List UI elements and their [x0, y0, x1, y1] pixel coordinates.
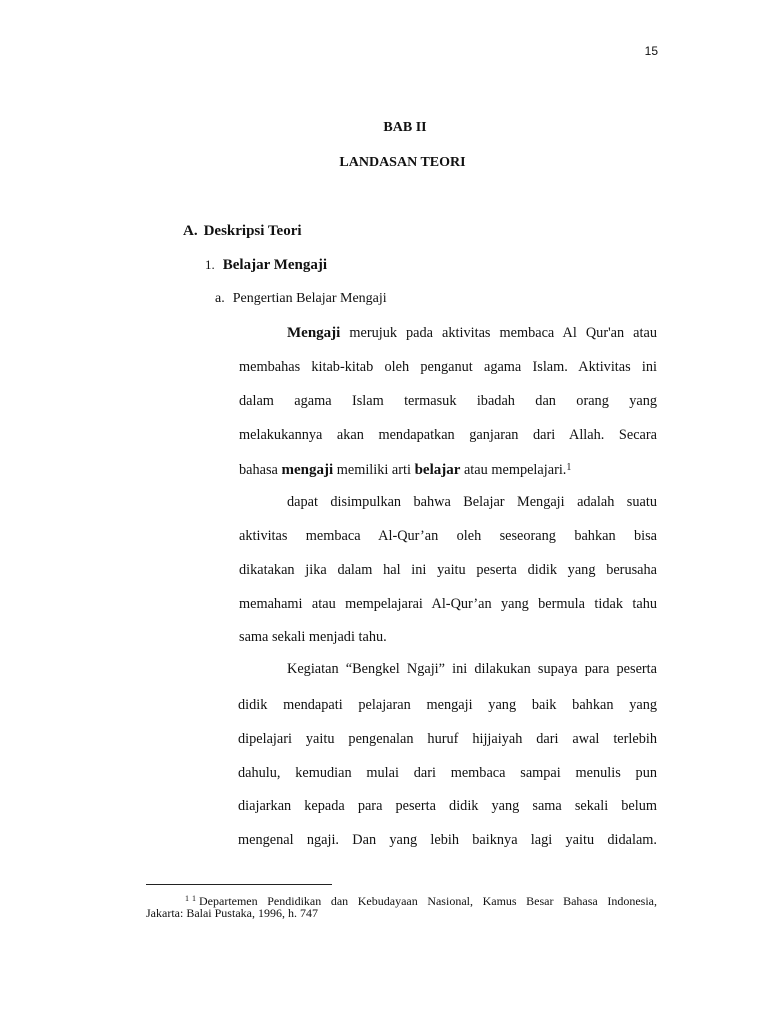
- paragraph3-line5: diajarkan kepada para peserta didik yang sama sekali belum: [238, 798, 657, 814]
- paragraph2-line2: aktivitas membaca Al-Qur’an oleh seseorang bahkan bisa: [239, 528, 657, 544]
- subsubsection-marker: a.: [215, 291, 225, 306]
- paragraph1-line2: membahas kitab-kitab oleh penganut agama Islam. Aktivitas ini: [239, 359, 657, 375]
- paragraph3-line6: mengenal ngaji. Dan yang lebih baiknya lagi yaitu didalam.: [238, 832, 657, 848]
- paragraph1-line5-text-c: atau mempelajari.: [460, 462, 567, 478]
- paragraph3-line1: Kegiatan “Bengkel Ngaji” ini dilakukan supaya para peserta: [287, 661, 657, 677]
- term-belajar: belajar: [414, 462, 461, 478]
- subsection-heading: [205, 257, 327, 274]
- paragraph1-line1: [287, 324, 657, 342]
- paragraph1-line1-text: merujuk pada aktivitas membaca Al Qur'an atau: [340, 325, 657, 341]
- footnote-separator: [146, 884, 332, 885]
- subsection-title: Belajar Mengaji: [222, 257, 328, 273]
- chapter-title: LANDASAN TEORI: [339, 155, 466, 170]
- paragraph2-line1: dapat disimpulkan bahwa Belajar Mengaji adalah suatu: [287, 494, 657, 510]
- subsubsection-title: Pengertian Belajar Mengaji: [232, 291, 387, 306]
- subsubsection-heading: [215, 291, 387, 307]
- footnote-line2: Jakarta: Balai Pustaka, 1996, h. 747: [146, 906, 318, 920]
- paragraph1-line3: dalam agama Islam termasuk ibadah dan orang yang: [239, 393, 657, 409]
- term-mengaji-inline: mengaji: [281, 462, 334, 478]
- footnote-number: 1: [185, 894, 189, 903]
- paragraph1-line5-text-b: memiliki arti: [333, 462, 415, 478]
- section-title: Deskripsi Teori: [203, 223, 302, 239]
- term-mengaji: Mengaji: [287, 325, 341, 341]
- page-number: 15: [644, 44, 658, 58]
- footnote-text-line1: Departemen Pendidikan dan Kebudayaan Nasional, Kamus Besar Bahasa Indonesia,: [199, 894, 657, 908]
- section-marker: A.: [183, 223, 198, 239]
- subsection-marker: 1.: [205, 257, 215, 272]
- paragraph3-line4: dahulu, kemudian mulai dari membaca sampai menulis pun: [238, 765, 657, 781]
- paragraph3-line2: didik mendapati pelajaran mengaji yang baik bahkan yang: [238, 697, 657, 713]
- paragraph3-line3: dipelajari yaitu pengenalan huruf hijjaiyah dari awal terlebih: [238, 731, 657, 747]
- section-heading: [183, 223, 302, 240]
- paragraph1-line4: melakukannya akan mendapatkan ganjaran dari Allah. Secara: [239, 427, 657, 443]
- footnote-mark: 1: [192, 894, 196, 903]
- paragraph2-line3: dikatakan jika dalam hal ini yaitu peserta didik yang berusaha: [239, 562, 657, 578]
- chapter-label: BAB II: [383, 120, 427, 135]
- paragraph2-line4: memahami atau mempelajarai Al-Qur’an yang bermula tidak tahu: [239, 596, 657, 612]
- paragraph2-line5: sama sekali menjadi tahu.: [239, 629, 387, 645]
- paragraph1-line5-text-a: bahasa: [239, 462, 282, 478]
- footnote-reference: 1: [566, 462, 572, 473]
- paragraph1-line5: [239, 459, 657, 479]
